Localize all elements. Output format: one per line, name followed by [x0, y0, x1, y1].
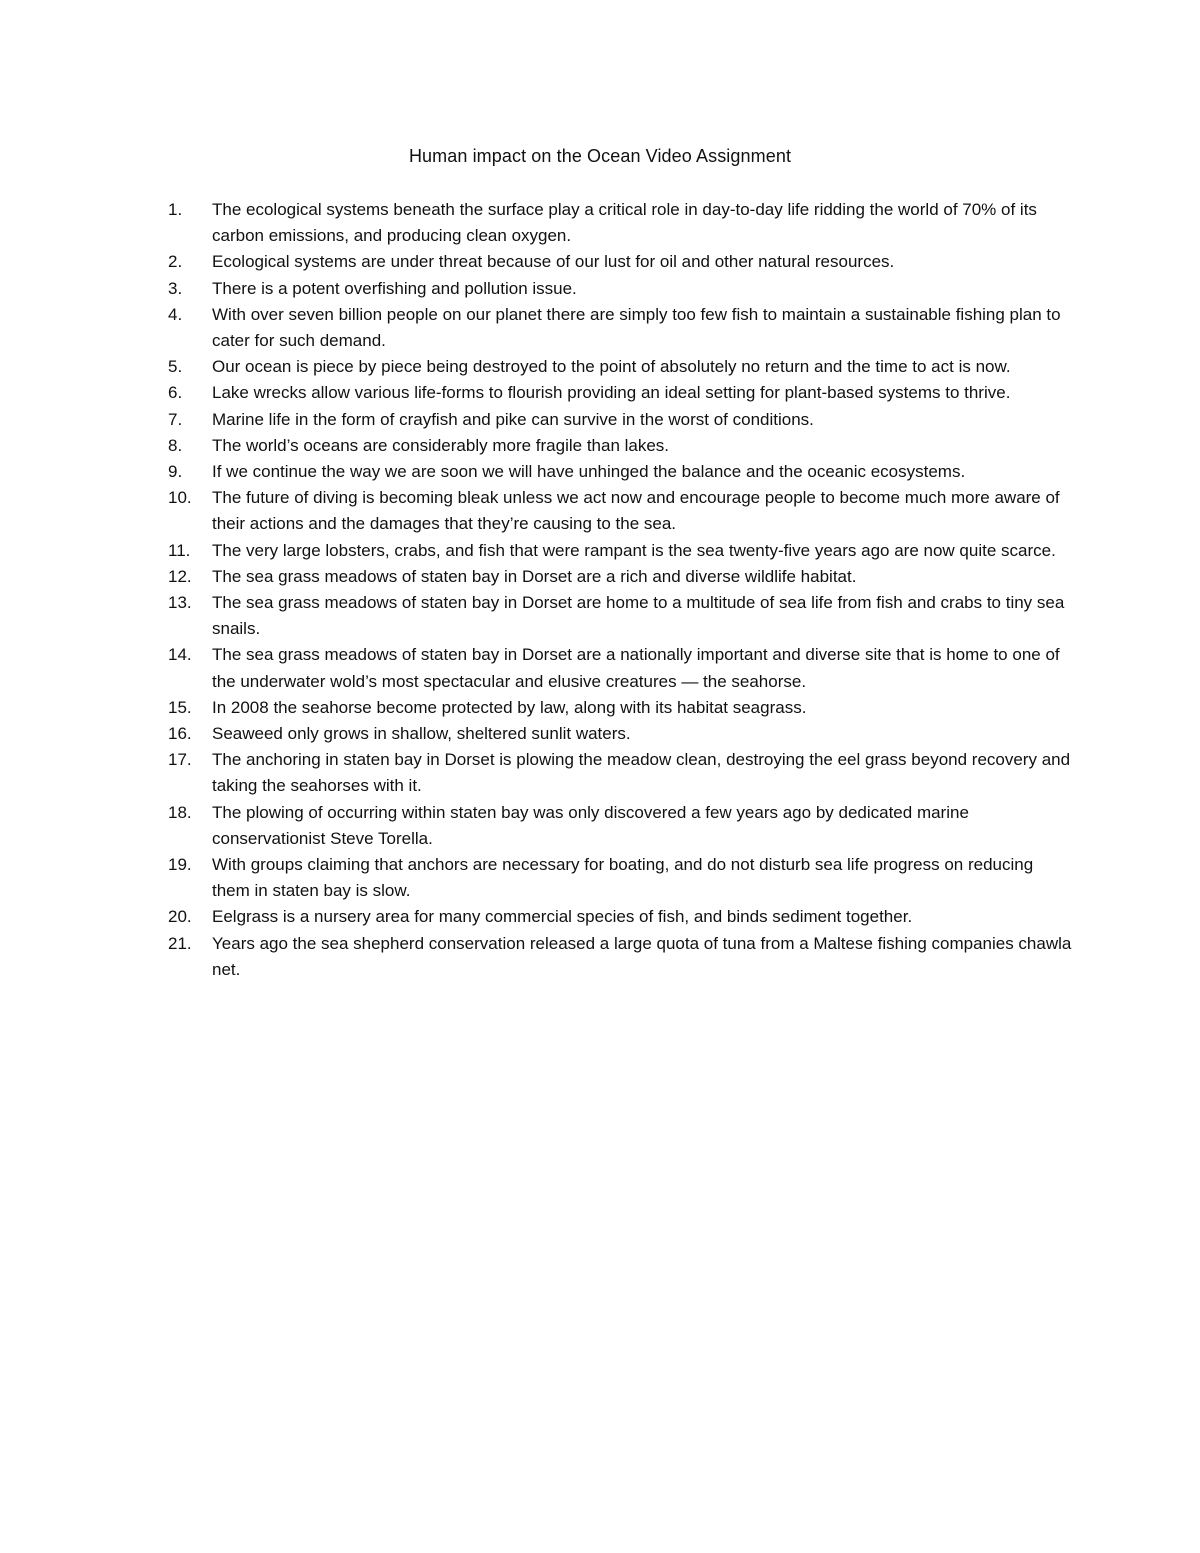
- list-item-number: 4.: [168, 304, 183, 324]
- list-item-text: The sea grass meadows of staten bay in Dorset are home to a multitude of sea life from fish and crabs to tiny sea snails.: [212, 593, 1065, 639]
- list-item-number: 2.: [168, 252, 183, 272]
- list-item-text: With over seven billion people on our planet there are simply too few fish to maintain a sustainable fishing plan to cater for such demand.: [212, 304, 1061, 351]
- list-item: [0, 800, 1200, 852]
- list-item-number: 17.: [168, 750, 192, 770]
- list-item: [0, 931, 1200, 983]
- list-item-text: The ecological systems beneath the surface play a critical role in day-to-day life ridding the world of 70% of its carbon emissions, and producing clean oxygen.: [212, 200, 1037, 246]
- list-item-number: 8.: [168, 435, 183, 455]
- list-item-number: 5.: [168, 357, 183, 377]
- list-item-number: 10.: [168, 488, 192, 508]
- list-item-number: 16.: [168, 724, 192, 744]
- list-item-text: The anchoring in staten bay in Dorset is plowing the meadow clean, destroying the eel grass beyond recovery and taking the seahorses with it.: [212, 750, 1071, 796]
- list-item: [0, 747, 1200, 799]
- list-item-number: 11.: [168, 540, 191, 560]
- list-item: [0, 852, 1200, 904]
- list-item-number: 9.: [168, 462, 183, 482]
- list-item: [0, 197, 1200, 249]
- document-title: Human impact on the Ocean Video Assignment: [408, 146, 792, 166]
- list-item: [0, 590, 1200, 642]
- list-item: [0, 904, 1200, 930]
- list-item-number: 15.: [168, 697, 192, 717]
- list-item-text: The sea grass meadows of staten bay in Dorset are a rich and diverse wildlife habitat.: [212, 566, 857, 586]
- list-item: [0, 538, 1200, 564]
- list-item: [0, 642, 1200, 694]
- list-item-text: If we continue the way we are soon we will have unhinged the balance and the oceanic ecosystems.: [212, 462, 966, 482]
- list-item: [0, 721, 1200, 747]
- list-item-text: Years ago the sea shepherd conservation released a large quota of tuna from a Maltese fishing companies chawla net.: [212, 933, 1072, 979]
- list-item-text: The sea grass meadows of staten bay in Dorset are a nationally important and diverse site that is home to one of the underwater wold’s most spectacular and elusive creatures — the seahorse.: [212, 645, 1060, 691]
- list-item-text: Lake wrecks allow various life-forms to flourish providing an ideal setting for plant-based systems to thrive.: [212, 383, 1011, 403]
- list-item-number: 14.: [168, 645, 192, 665]
- list-item-text: Marine life in the form of crayfish and pike can survive in the worst of conditions.: [212, 409, 814, 429]
- list-item-number: 21.: [168, 933, 192, 953]
- list-item-number: 6.: [168, 383, 183, 403]
- list-item-number: 1.: [168, 200, 183, 219]
- list-item-number: 12.: [168, 566, 192, 586]
- list-item-number: 7.: [168, 409, 183, 429]
- list-item-number: 3.: [168, 278, 183, 298]
- list-item: [0, 302, 1200, 354]
- list-item: [0, 407, 1200, 433]
- numbered-list: [0, 197, 1200, 983]
- list-item-text: The plowing of occurring within staten bay was only discovered a few years ago by dedicated marine conservationist Steve Torella.: [212, 802, 969, 848]
- list-item-text: Seaweed only grows in shallow, sheltered sunlit waters.: [212, 724, 631, 744]
- list-item-number: 18.: [168, 802, 192, 822]
- list-item: [0, 485, 1200, 537]
- list-item-number: 19.: [168, 855, 192, 875]
- list-item-text: The future of diving is becoming bleak unless we act now and encourage people to become much more aware of their actions and the damages that they’re causing to the sea.: [212, 488, 1060, 534]
- list-item-number: 20.: [168, 907, 192, 927]
- list-item: [0, 695, 1200, 721]
- list-item-text: Eelgrass is a nursery area for many commercial species of fish, and binds sediment together.: [212, 907, 913, 927]
- list-item: [0, 433, 1200, 459]
- list-item-text: The world’s oceans are considerably more fragile than lakes.: [212, 435, 670, 455]
- list-item: [0, 249, 1200, 275]
- list-item-text: Our ocean is piece by piece being destroyed to the point of absolutely no return and the time to act is now.: [212, 357, 1011, 377]
- list-item-text: In 2008 the seahorse become protected by law, along with its habitat seagrass.: [212, 697, 807, 717]
- list-item: [0, 564, 1200, 590]
- list-item: [0, 354, 1200, 380]
- list-item-text: Ecological systems are under threat because of our lust for oil and other natural resources.: [212, 252, 895, 272]
- list-item: [0, 459, 1200, 485]
- list-item-text: There is a potent overfishing and pollution issue.: [212, 278, 577, 298]
- list-item: [0, 276, 1200, 302]
- list-item: [0, 380, 1200, 406]
- list-item-text: The very large lobsters, crabs, and fish that were rampant is the sea twenty-five years ago are now quite scarce.: [212, 540, 1056, 560]
- list-item-text: With groups claiming that anchors are necessary for boating, and do not disturb sea life progress on reducing them in staten bay is slow.: [212, 855, 1034, 901]
- list-item-number: 13.: [168, 593, 192, 613]
